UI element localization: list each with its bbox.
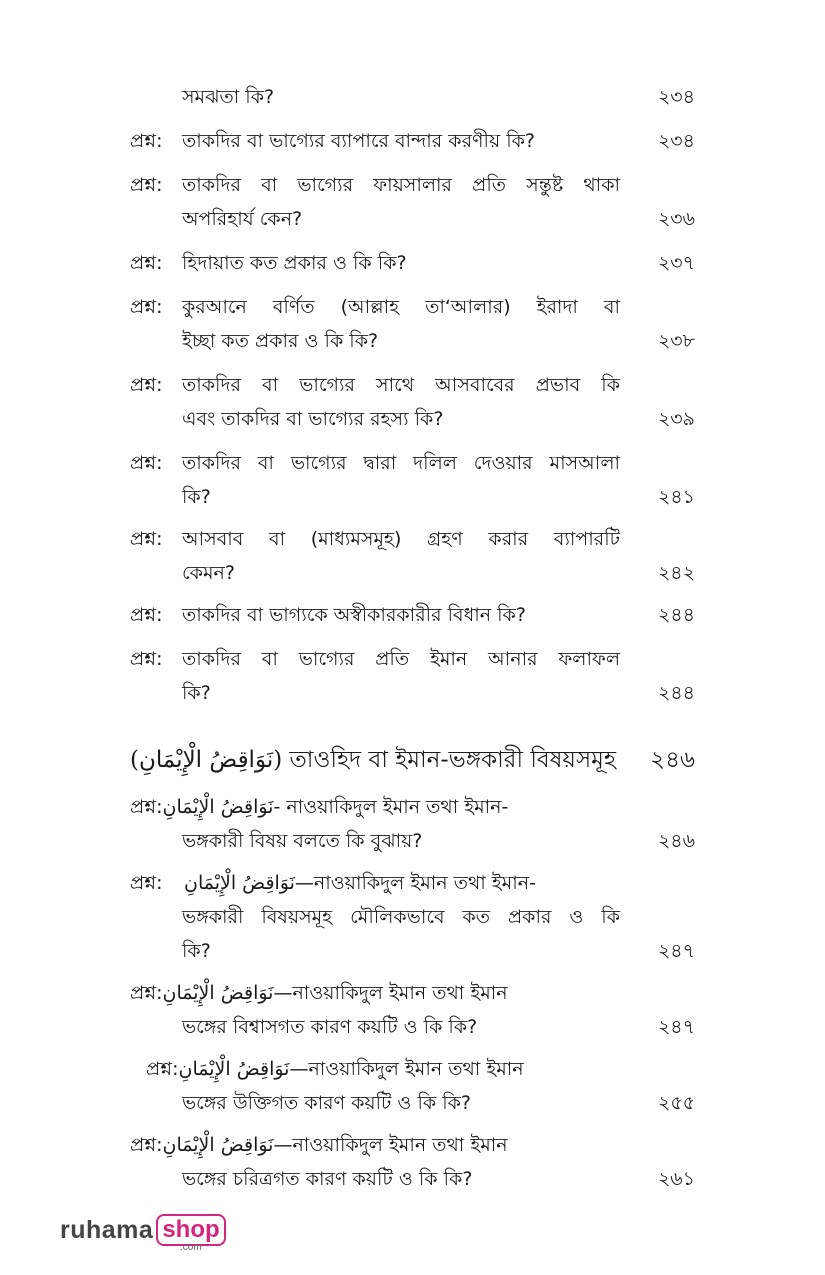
entry-text: ভঙ্গের চরিত্রগত কারণ কয়টি ও কি কি? <box>182 1168 473 1190</box>
toc-entry <box>130 1056 695 1124</box>
toc-entry <box>130 870 695 972</box>
arabic-term: نَوَاقِضُ الْإِيْمَانِ <box>162 982 274 1004</box>
toc-entry <box>130 372 695 440</box>
page-number: ২৩৯ <box>657 408 695 430</box>
entry-text: কেমন? <box>182 562 235 584</box>
section-arabic-title: (نَوَاقِضُ الْإِيْمَانِ) <box>130 747 283 773</box>
entry-text: কি? <box>182 682 211 704</box>
entry-text: ইচ্ছা কত প্রকার ও কি কি? <box>182 330 379 352</box>
arabic-term: نَوَاقِضُ الْإِيْمَانِ <box>162 796 274 818</box>
page-number: ২৩৪ <box>657 130 695 152</box>
arabic-term: نَوَاقِضُ الْإِيْمَانِ <box>162 1134 274 1156</box>
question-label: প্রশ্ন: <box>130 796 163 818</box>
entry-text: তাকদির বা ভাগ্যের দ্বারা দলিল দেওয়ার মাসআলা <box>182 452 620 474</box>
toc-entry <box>130 980 695 1048</box>
question-label: প্রশ্ন: <box>130 604 163 626</box>
entry-text: —নাওয়াকিদুল ইমান তথা ইমান <box>273 1134 508 1156</box>
page-number: ২৬১ <box>657 1168 695 1190</box>
entry-text: ভঙ্গকারী বিষয়সমূহ মৌলিকভাবে কত প্রকার ও কি <box>182 906 620 928</box>
toc-entry <box>130 250 695 284</box>
entry-text: —নাওয়াকিদুল ইমান তথা ইমান <box>289 1058 524 1080</box>
page-number: ২৪৬ <box>650 747 695 773</box>
logo-domain: .com <box>180 1242 202 1253</box>
toc-entry <box>130 646 695 714</box>
toc-entry <box>130 84 695 118</box>
section-title: তাওহিদ বা ইমান-ভঙ্গকারী বিষয়সমূহ <box>289 747 617 773</box>
entry-text: ভঙ্গের বিশ্বাসগত কারণ কয়টি ও কি কি? <box>182 1016 478 1038</box>
toc-entry <box>130 1132 695 1200</box>
page-number: ২৪৪ <box>657 604 695 626</box>
entry-text: —নাওয়াকিদুল ইমান তথা ইমান- <box>294 872 536 894</box>
question-label: প্রশ্ন: <box>130 252 163 274</box>
question-label: প্রশ্ন: <box>130 982 163 1004</box>
arabic-term: نَوَاقِضُ الْإِيْمَانِ <box>184 872 295 894</box>
question-label: প্রশ্ন: <box>130 1134 163 1156</box>
entry-text: আসবাব বা (মাধ্যমসমূহ) গ্রহণ করার ব্যাপারটি <box>182 528 620 550</box>
page-number: ২৩৬ <box>657 208 695 230</box>
entry-text: কি? <box>182 940 211 962</box>
question-label: প্রশ্ন: <box>146 1058 179 1080</box>
toc-entry <box>130 602 695 636</box>
question-label: প্রশ্ন: <box>130 872 163 894</box>
arabic-term: نَوَاقِضُ الْإِيْمَانِ <box>178 1058 290 1080</box>
page-number: ২৫৫ <box>657 1092 695 1114</box>
toc-entry <box>130 526 695 594</box>
section-heading <box>130 742 695 782</box>
question-label: প্রশ্ন: <box>130 174 163 196</box>
question-label: প্রশ্ন: <box>130 130 163 152</box>
question-label: প্রশ্ন: <box>130 648 163 670</box>
question-label: প্রশ্ন: <box>130 374 163 396</box>
entry-text: কুরআনে বর্ণিত (আল্লাহ তা‘আলার) ইরাদা বা <box>182 296 620 318</box>
entry-text: হিদায়াত কত প্রকার ও কি কি? <box>182 252 407 274</box>
page-number: ২৩৪ <box>657 86 695 108</box>
page-number: ২৩৮ <box>657 330 695 352</box>
question-label: প্রশ্ন: <box>130 452 163 474</box>
entry-text: কি? <box>182 486 211 508</box>
entry-text: তাকদির বা ভাগ্যের সাথে আসবাবের প্রভাব কি <box>182 374 620 396</box>
entry-text: এবং তাকদির বা ভাগ্যের রহস্য কি? <box>182 408 444 430</box>
entry-text: অপরিহার্য কেন? <box>182 208 303 230</box>
entry-text: তাকদির বা ভাগ্যের ফায়সালার প্রতি সন্তুষ্ট থাকা <box>182 174 620 196</box>
toc-entry <box>130 172 695 240</box>
question-label: প্রশ্ন: <box>130 528 163 550</box>
page-number: ২৪৭ <box>657 1016 695 1038</box>
entry-text: —নাওয়াকিদুল ইমান তথা ইমান <box>273 982 508 1004</box>
page-number: ২৪২ <box>657 562 695 584</box>
page-number: ২৩৭ <box>657 252 695 274</box>
question-label: প্রশ্ন: <box>130 296 163 318</box>
page-number: ২৪৭ <box>657 940 695 962</box>
entry-text: সমঝতা কি? <box>182 86 275 108</box>
entry-text: তাকদির বা ভাগ্যের ব্যাপারে বান্দার করণীয় কি? <box>182 130 536 152</box>
toc-entry <box>130 128 695 162</box>
entry-text: তাকদির বা ভাগ্যকে অস্বীকারকারীর বিধান কি? <box>182 604 526 626</box>
toc-entry <box>130 794 695 862</box>
page-number: ২৪৪ <box>657 682 695 704</box>
toc-entry <box>130 294 695 362</box>
entry-text: ভঙ্গের উক্তিগত কারণ কয়টি ও কি কি? <box>182 1092 472 1114</box>
page-number: ২৪৬ <box>657 830 695 852</box>
page-number: ২৪১ <box>657 486 695 508</box>
entry-text: ভঙ্গকারী বিষয় বলতে কি বুঝায়? <box>182 830 423 852</box>
toc-entry <box>130 450 695 518</box>
logo-main-text: ruhama <box>60 1216 154 1244</box>
entry-text: - নাওয়াকিদুল ইমান তথা ইমান- <box>273 796 509 818</box>
entry-text: তাকদির বা ভাগ্যের প্রতি ইমান আনার ফলাফল <box>182 648 620 670</box>
logo-shop-badge: shop <box>156 1214 226 1246</box>
